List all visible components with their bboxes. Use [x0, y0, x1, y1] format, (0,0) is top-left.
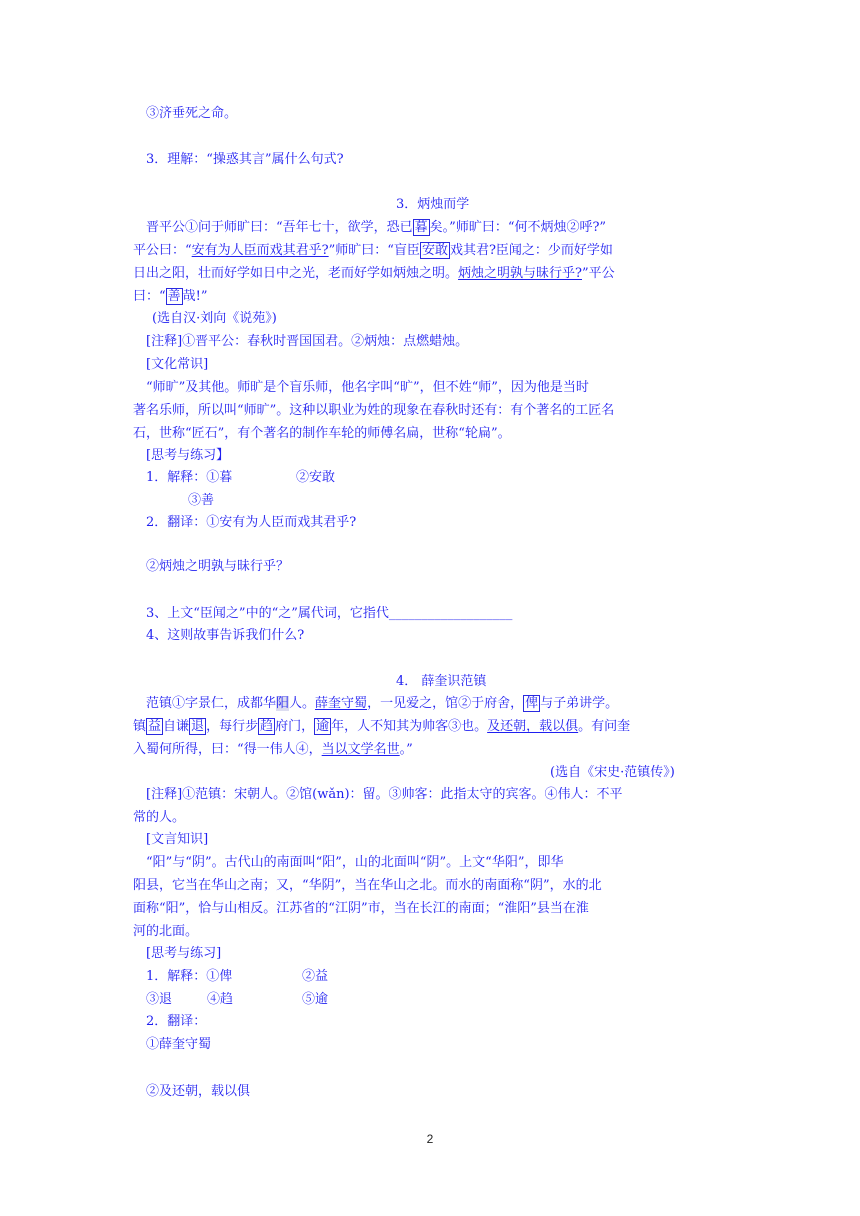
sec4-title: 4． 薛奎识范镇 [396, 674, 487, 689]
sec4-exercise1-c: ③退 [146, 992, 173, 1007]
text-run: 范镇①字景仁，成都华 [146, 696, 277, 711]
sec4-exercise2: 2．翻译： [146, 1014, 207, 1029]
text-run: 。” [399, 742, 413, 757]
boxed-word-mu: 暮 [414, 220, 428, 235]
sec4-knowledge-line4: 河的北面。 [133, 924, 199, 939]
underlined-sentence: 安有为人臣而戏其君乎? [191, 243, 329, 258]
text-run: ”师旷曰：“盲臣 [328, 243, 420, 258]
sec3-paragraph-line4 [133, 287, 208, 307]
sec3-exercise1-a: 1．解释：①暮 [146, 470, 233, 485]
underlined-phrase: 当以文学名世 [321, 742, 400, 757]
sec3-exercise1-b: ②安敢 [296, 470, 336, 485]
sec4-source: (选自《宋史·范镇传》) [550, 765, 675, 780]
boxed-word-bi: 俾 [525, 696, 539, 711]
sec3-paragraph-line3 [133, 264, 615, 284]
highlighted-char-yang: 阳 [276, 696, 290, 711]
sec3-exercise2: 2．翻译：①安有为人臣而戏其君乎? [146, 515, 357, 530]
sec4-paragraph-line1 [146, 694, 618, 714]
text-run: 。有问奎 [578, 719, 631, 734]
sec4-knowledge-line3: 面称“阳”，恰与山相反。江苏省的“江阴”市，当在长江的南面；“淮阳”县当在淮 [133, 901, 589, 916]
sec3-culture-heading: [文化常识] [146, 357, 209, 372]
sec3-exercise1-c: ③善 [188, 493, 215, 508]
sec3-exercise-heading: [思考与练习】 [146, 448, 230, 463]
sec4-knowledge-line1: “阳”与“阴”。古代山的南面叫“阳”，山的北面叫“阴”。上文“华阳”，即华 [146, 855, 564, 870]
underlined-phrase: 及还朝，载以俱 [487, 719, 579, 734]
sec3-title: 3．炳烛而学 [396, 197, 470, 212]
text-run: 平公曰：“ [133, 243, 192, 258]
sec3-culture-line1: “师旷”及其他。师旷是个盲乐师，他名字叫“旷”，但不姓“师”，因为他是当时 [146, 380, 589, 395]
sec3-notes: [注释]①晋平公：春秋时晋国国君。②炳烛：点燃蜡烛。 [146, 334, 469, 349]
text-run: 与子弟讲学。 [540, 696, 619, 711]
sec3-source: (选自汉·刘向《说苑》) [152, 311, 277, 326]
sec4-exercise1-d: ④趋 [207, 992, 234, 1007]
boxed-word-yu: 逾 [316, 719, 330, 734]
text-run: 曰：“ [133, 289, 166, 304]
text-run: 矣。”师旷曰：“何不炳烛②呼?” [429, 220, 607, 235]
text-run: ，每行步 [206, 719, 259, 734]
text-run: 入蜀何所得，曰：“得一伟人④， [133, 742, 322, 757]
text-run: 晋平公①问于师旷曰：“吾年七十，欲学，恐已 [146, 220, 413, 235]
sec4-knowledge-line2: 阳县，它当在华山之南；又，“华阴”，当在华山之北。而水的南面称“阴”，水的北 [133, 878, 602, 893]
sec3-exercise2-b: ②炳烛之明孰与昧行乎？ [146, 559, 290, 574]
boxed-word-angan: 安敢 [421, 243, 448, 258]
text-run: 年，人不知其为帅客③也。 [331, 719, 488, 734]
underlined-sentence: 炳烛之明孰与昧行乎? [458, 266, 582, 281]
sec4-exercise1-a: 1．解释：①俾 [146, 969, 233, 984]
sec4-exercise2-b: ②及还朝，载以俱 [146, 1084, 251, 1099]
sec3-exercise4: 4、这则故事告诉我们什么? [146, 628, 305, 643]
sec4-exercise1-b: ②益 [302, 969, 329, 984]
page-number: 2 [426, 1132, 434, 1146]
text-run: 戏其君?臣闻之：少而好学如 [449, 243, 613, 258]
sec3-paragraph-line2 [133, 241, 613, 261]
boxed-word-tui: 退 [191, 719, 205, 734]
boxed-word-qu: 趋 [260, 719, 274, 734]
text-run: 自谦 [163, 719, 190, 734]
sec2-item3: ③济垂死之命。 [146, 106, 238, 121]
text-run: 日出之阳，壮而好学如日中之光，老而好学如炳烛之明。 [133, 266, 459, 281]
sec4-exercise2-a: ①薛奎守蜀 [146, 1037, 212, 1052]
text-run: ”平公 [582, 266, 615, 281]
sec3-paragraph-line1 [146, 218, 606, 238]
sec3-culture-line3: 石，世称“匠石”，有个著名的制作车轮的师傅名扁，世称“轮扁”。 [133, 426, 511, 441]
sec4-exercise1-e: ⑤逾 [302, 992, 329, 1007]
text-run: 哉!” [182, 289, 208, 304]
sec2-question3: 3．理解：“操惑其言”属什么句式? [146, 152, 344, 167]
boxed-word-shan: 善 [167, 289, 181, 304]
text-run: 镇 [133, 719, 147, 734]
sec4-exercise-heading: [思考与练习] [146, 946, 222, 961]
sec4-paragraph-line2 [133, 717, 630, 737]
text-run: ，一见爱之，馆②于府舍， [367, 696, 524, 711]
underlined-phrase: 薛奎守蜀 [315, 696, 368, 711]
text-run: 人。 [289, 696, 316, 711]
boxed-word-yi: 益 [148, 719, 162, 734]
text-run: 府门， [275, 719, 315, 734]
sec4-paragraph-line3 [133, 740, 413, 760]
sec4-knowledge-heading: [文言知识] [146, 832, 209, 847]
sec4-notes-line1: [注释]①范镇：宋朝人。②馆(wǎn)：留。③帅客：此指太守的宾客。④伟人：不平 [146, 787, 623, 802]
sec3-exercise3: 3、上文“臣闻之”中的“之”属代词，它指代___________________ [146, 606, 513, 621]
sec4-notes-line2: 常的人。 [133, 810, 186, 825]
sec3-culture-line2: 著名乐师，所以叫“师旷”。这种以职业为姓的现象在春秋时还有：有个著名的工匠名 [133, 403, 615, 418]
